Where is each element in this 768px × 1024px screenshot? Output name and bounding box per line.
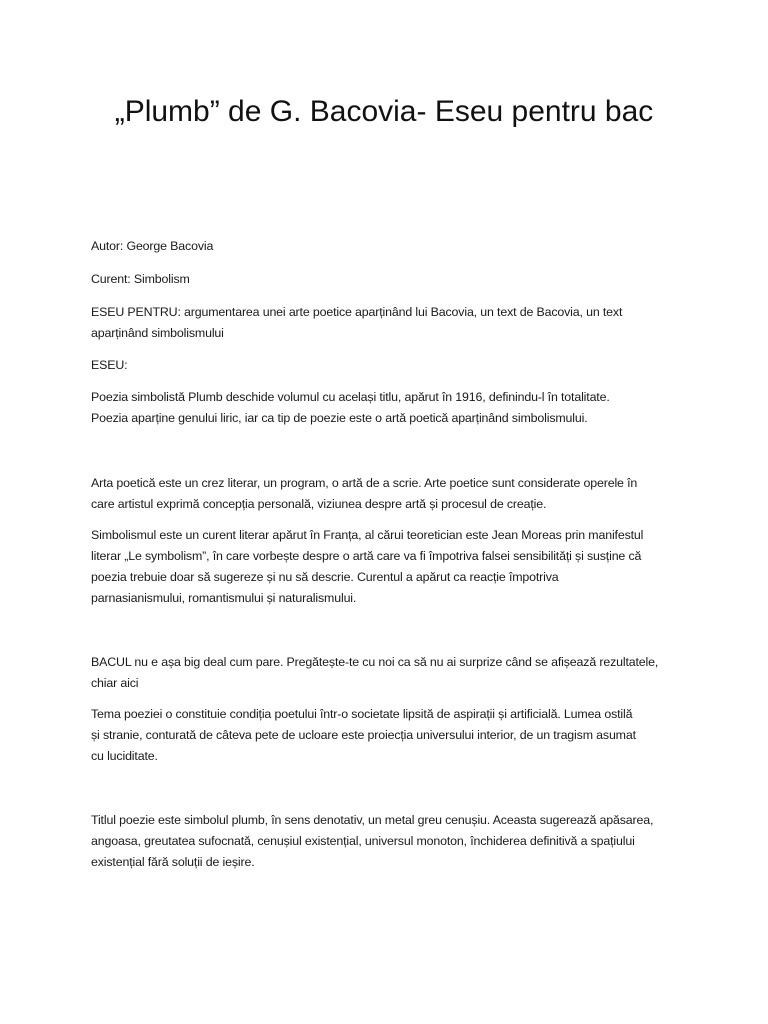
paragraph-bac-promo	[91, 652, 691, 694]
paragraph-theme	[91, 704, 691, 767]
document-title: „Plumb” de G. Bacovia- Eseu pentru bac	[114, 95, 654, 128]
paragraph-symbolism	[91, 525, 691, 609]
paragraph-author	[91, 236, 691, 257]
text-line: Poezia simbolistă Plumb deschide volumul cu același titlu, apărut în 1916, definindu-l în totalitate.	[91, 390, 610, 404]
paragraph-essay-heading	[91, 355, 691, 376]
text-line: cu luciditate.	[91, 749, 158, 763]
text-line: literar „Le symbolism”, în care vorbește despre o artă care va fi împotriva falsei sensibilități și susține că	[91, 549, 642, 563]
paragraph-essay-topic	[91, 302, 691, 344]
text-line: Autor: George Bacovia	[91, 239, 214, 253]
text-line: existențial fără soluții de ieșire.	[91, 855, 255, 869]
text-line: ESEU:	[91, 358, 128, 372]
text-line: și stranie, conturată de câteva pete de ucloare este proiecția universului interior, de un tragism asumat	[91, 728, 636, 742]
text-line: parnasianismului, romantismului și naturalismului.	[91, 591, 357, 605]
paragraph-intro	[91, 387, 691, 429]
paragraph-current	[91, 269, 691, 290]
text-line: Tema poeziei o constituie condiția poetului într-o societate lipsită de aspirații și artificială. Lumea ostilă	[91, 707, 633, 721]
text-line: Arta poetică este un crez literar, un program, o artă de a scrie. Arte poetice sunt considerate operele în	[91, 476, 638, 490]
text-line: angoasa, greutatea sufocnată, cenușiul existențial, universul monoton, închiderea definitivă a spațiului	[91, 834, 635, 848]
text-line: poezia trebuie doar să sugereze și nu să descrie. Curentul a apărut ca reacție împotriva	[91, 570, 559, 584]
paragraph-ars-poetica	[91, 473, 691, 515]
paragraph-title-meaning	[91, 810, 691, 873]
text-line: Titlul poezie este simbolul plumb, în sens denotativ, un metal greu cenușiu. Aceasta sugerează apăsarea,	[91, 813, 654, 827]
text-line: Simbolismul este un curent literar apărut în Franța, al cărui teoretician este Jean Moreas prin manifestul	[91, 528, 644, 542]
text-line: Poezia aparține genului liric, iar ca tip de poezie este o artă poetică aparținând simbolismului.	[91, 411, 588, 425]
text-line: chiar aici	[91, 676, 139, 690]
text-line: BACUL nu e așa big deal cum pare. Pregătește-te cu noi ca să nu ai surprize când se afișează rezultatele,	[91, 655, 659, 669]
text-line: Curent: Simbolism	[91, 272, 190, 286]
text-line: aparținând simbolismului	[91, 326, 224, 340]
text-line: care artistul exprimă concepția personală, viziunea despre artă și procesul de creație.	[91, 497, 547, 511]
text-line: ESEU PENTRU: argumentarea unei arte poetice aparținând lui Bacovia, un text de Bacovia, un text	[91, 305, 623, 319]
